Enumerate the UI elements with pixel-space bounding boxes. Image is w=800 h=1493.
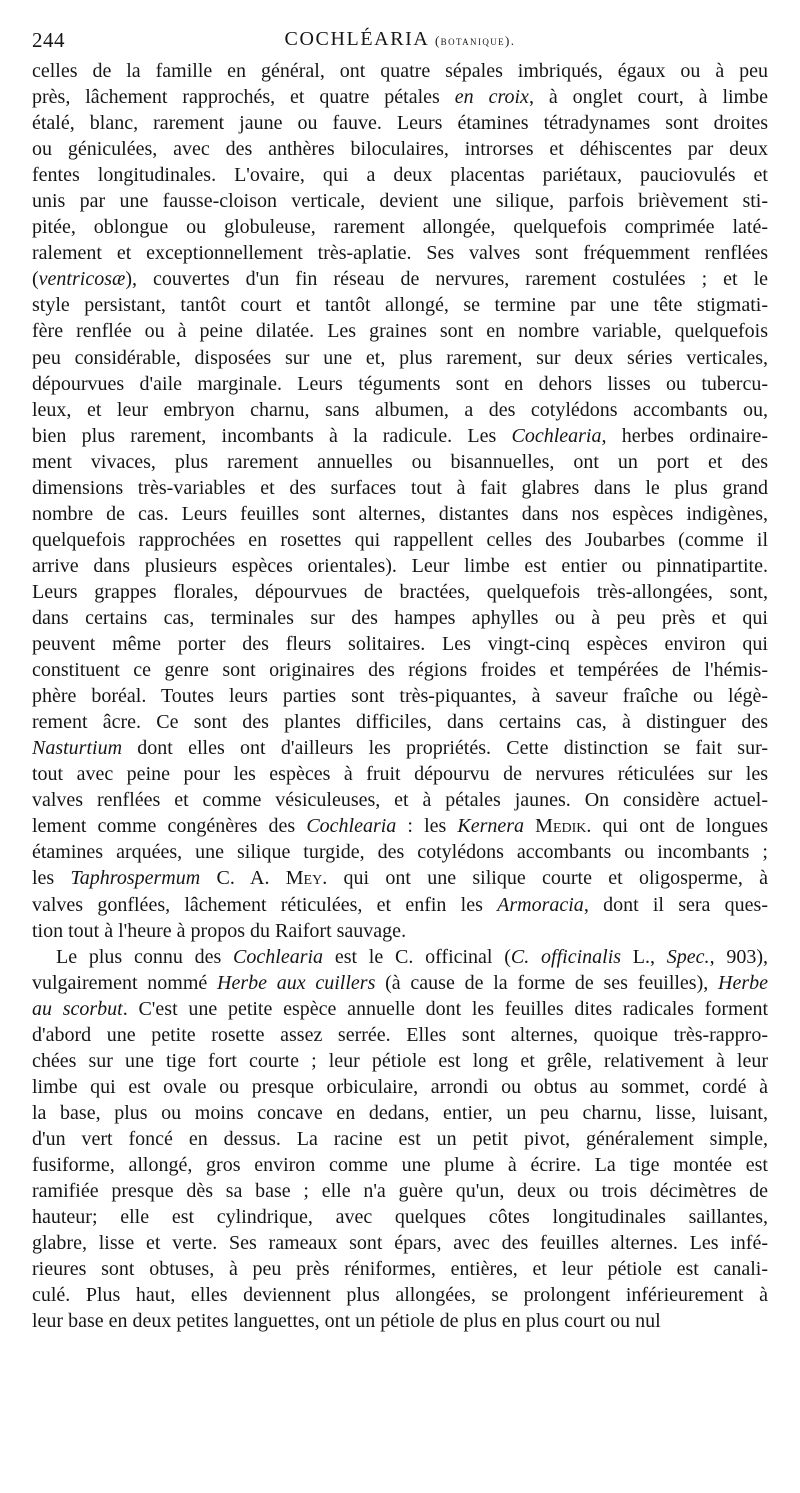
text-segment: chées sur une tige fort courte ; leur pétiole est long et grêle, relativement à leur <box>32 1049 768 1072</box>
text-line <box>32 631 768 657</box>
body-text <box>32 58 768 1334</box>
text-segment: ment vivaces, plus rarement annuelles ou bisannuelles, ont un port et des <box>32 450 768 473</box>
text-line <box>32 371 768 397</box>
smallcaps-text: Medik. <box>535 815 592 838</box>
text-line <box>32 735 768 761</box>
italic-text: ventricosæ <box>38 268 126 291</box>
text-segment: , herbes ordinaire- <box>601 424 769 447</box>
text-segment: unis par une fausse-cloison verticale, devient une silique, parfois brièvement sti- <box>32 190 768 213</box>
text-segment: qui ont de longues <box>591 815 768 838</box>
text-segment: culé. Plus haut, elles deviennent plus allongées, se prolongent inférieurement à <box>32 1284 768 1307</box>
text-line <box>32 1074 768 1100</box>
text-line <box>32 240 768 266</box>
text-line <box>32 449 768 475</box>
text-segment: dépourvues d'aile marginale. Leurs téguments sont en dehors lisses ou tubercu- <box>32 372 768 395</box>
italic-text: Kernera <box>457 815 525 838</box>
text-segment <box>524 815 535 837</box>
text-line <box>32 397 768 423</box>
text-line <box>32 58 768 84</box>
text-segment: , 903), <box>709 945 768 968</box>
text-segment: ramifiée presque dès sa base ; elle n'a guère qu'un, deux ou trois décimètres de <box>32 1180 768 1203</box>
text-segment: peu considérable, disposées sur une et, plus rarement, sur deux séries verticales, <box>32 346 768 369</box>
text-line <box>32 1230 768 1256</box>
italic-text: Cochlearia <box>511 424 602 447</box>
text-line <box>32 214 768 240</box>
italic-text: Herbe aux cuillers <box>217 971 376 994</box>
italic-text: en croix <box>454 86 529 109</box>
text-segment: qui ont une silique courte et oligosperme, à <box>327 867 769 890</box>
text-segment: fère renflée ou à peine dilatée. Les graines sont en nombre variable, quelquefois <box>32 320 768 343</box>
text-line <box>32 501 768 527</box>
text-line <box>32 1178 768 1204</box>
text-segment: d'abord une petite rosette assez serrée. Elles sont alternes, quoique très-rappro- <box>32 1023 768 1046</box>
italic-text: au scorbut <box>32 997 123 1020</box>
text-line <box>32 84 768 110</box>
text-segment: : les <box>396 815 458 838</box>
text-line <box>32 657 768 683</box>
italic-text: C. officinalis <box>510 945 622 968</box>
text-line <box>32 1022 768 1048</box>
text-line <box>32 1152 768 1178</box>
smallcaps-text: Mey. <box>285 867 328 890</box>
text-line <box>32 1126 768 1152</box>
text-segment: . C'est une petite espèce annuelle dont les feuilles dites radicales forment <box>122 997 768 1020</box>
text-segment: vulgairement nommé <box>32 971 218 994</box>
text-segment: tion tout à l'heure à propos du Raifort sauvage. <box>32 919 407 942</box>
text-segment: près, lâchement rapprochés, et quatre pétales <box>32 86 455 109</box>
text-line <box>32 761 768 787</box>
text-line <box>32 292 768 318</box>
text-segment: ou géniculées, avec des anthères biloculaires, introrses et déhiscentes par deux <box>32 138 768 161</box>
text-segment: peuvent même porter des fleurs solitaires. Les vingt-cinq espèces environ qui <box>32 633 768 656</box>
text-line <box>32 813 768 839</box>
text-line <box>32 1100 768 1126</box>
text-segment: ), couvertes d'un fin réseau de nervures, rarement costulées ; et le <box>125 268 768 291</box>
text-segment: dont elles ont d'ailleurs les propriétés. Cette distinction se fait sur- <box>122 737 768 760</box>
text-segment: fentes longitudinales. L'ovaire, qui a deux placentas pariétaux, pauciovulés et <box>32 164 768 187</box>
text-segment: celles de la famille en général, ont quatre sépales imbriqués, égaux ou à peu <box>32 60 768 82</box>
text-segment: valves renflées et comme vésiculeuses, et à pétales jaunes. On considère actuel- <box>32 789 768 812</box>
page-number: 244 <box>32 28 65 52</box>
text-segment: lement comme congénères des <box>32 815 307 838</box>
text-segment: quelquefois rapprochées en rosettes qui rappellent celles des Joubarbes (comme il <box>32 528 768 551</box>
italic-text: Cochlearia <box>306 815 397 838</box>
text-line <box>32 579 768 605</box>
text-segment: est le C. officinal ( <box>323 945 511 968</box>
text-line <box>32 1256 768 1282</box>
text-segment: rement âcre. Ce sont des plantes difficiles, dans certains cas, à distinguer des <box>32 711 768 734</box>
text-line <box>32 475 768 501</box>
text-line <box>32 1282 768 1308</box>
text-segment: style persistant, tantôt court et tantôt allongé, se termine par une tête stigmati- <box>32 294 768 317</box>
text-segment: étalé, blanc, rarement jaune ou fauve. Leurs étamines tétradynames sont droites <box>32 112 768 135</box>
text-line <box>32 136 768 162</box>
text-line <box>32 553 768 579</box>
text-line <box>32 1204 768 1230</box>
text-segment: (à cause de la forme de ses feuilles), <box>375 971 718 994</box>
running-head <box>32 28 768 51</box>
text-segment: Le plus connu des <box>56 945 234 968</box>
text-segment: , à onglet court, à limbe <box>528 86 768 109</box>
text-line <box>32 423 768 449</box>
text-line <box>32 996 768 1022</box>
text-segment: C. A. <box>200 867 286 890</box>
text-line <box>32 944 768 970</box>
text-line <box>32 918 768 944</box>
text-line <box>32 787 768 813</box>
text-segment: constituent ce genre sont originaires des régions froides et tempérées de l'hémis- <box>32 659 768 682</box>
text-line <box>32 266 768 292</box>
italic-text: Herbe <box>718 971 768 994</box>
text-line <box>32 970 768 996</box>
text-segment: dimensions très-variables et des surfaces tout à fait glabres dans le plus grand <box>32 476 768 499</box>
italic-text: Taphrospermum <box>70 867 201 890</box>
text-line <box>32 110 768 136</box>
text-line <box>32 162 768 188</box>
text-line <box>32 345 768 371</box>
text-line <box>32 188 768 214</box>
text-segment: pitée, oblongue ou globuleuse, rarement allongée, quelquefois comprimée laté- <box>32 216 768 239</box>
text-segment: nombre de cas. Leurs feuilles sont alternes, distantes dans nos espèces indigènes, <box>32 502 768 525</box>
italic-text: Cochlearia <box>233 945 324 968</box>
text-segment: , dont il sera ques- <box>583 893 768 916</box>
text-line <box>32 839 768 865</box>
text-line <box>32 709 768 735</box>
text-segment: hauteur; elle est cylindrique, avec quelques côtes longitudinales saillantes, <box>32 1206 768 1229</box>
text-segment: L., <box>621 945 667 968</box>
italic-text: Spec. <box>666 945 710 968</box>
text-segment: ralement et exceptionnellement très-aplatie. Ses valves sont fréquemment renflées <box>32 242 768 265</box>
page-header <box>32 28 768 58</box>
italic-text: Armoracia <box>497 893 584 916</box>
text-segment: bien plus rarement, incombants à la radicule. Les <box>32 424 512 447</box>
text-segment: rieures sont obtuses, à peu près réniformes, entières, et leur pétiole est canali- <box>32 1258 768 1281</box>
text-line <box>32 1048 768 1074</box>
text-line <box>32 527 768 553</box>
text-segment: leur base en deux petites languettes, ont un pétiole de plus en plus court ou nul <box>32 1310 661 1333</box>
running-head-title: COCHLÉARIA <box>284 28 429 50</box>
text-segment: les <box>32 867 71 890</box>
italic-text: Nasturtium <box>32 737 123 760</box>
text-segment: tout avec peine pour les espèces à fruit dépourvu de nervures réticulées sur les <box>32 763 768 786</box>
text-line <box>32 318 768 344</box>
text-line <box>32 683 768 709</box>
text-segment: valves gonflées, lâchement réticulées, et enfin les <box>32 893 498 916</box>
text-segment: Leurs grappes florales, dépourvues de bractées, quelquefois très-allongées, sont, <box>32 580 768 603</box>
text-line <box>32 865 768 891</box>
text-segment: étamines arquées, une silique turgide, des cotylédons accombants ou incombants ; <box>32 841 768 864</box>
text-segment: limbe qui est ovale ou presque orbiculaire, arrondi ou obtus au sommet, cordé à <box>32 1075 768 1098</box>
text-segment: dans certains cas, terminales sur des hampes aphylles ou à peu près et qui <box>32 606 768 629</box>
text-line <box>32 605 768 631</box>
text-segment: ( <box>32 268 39 291</box>
text-segment: d'un vert foncé en dessus. La racine est un petit pivot, généralement simple, <box>32 1127 768 1150</box>
text-line <box>32 892 768 918</box>
text-segment: glabre, lisse et verte. Ses rameaux sont épars, avec des feuilles alternes. Les infé- <box>32 1232 768 1255</box>
text-segment: la base, plus ou moins concave en dedans, entier, un peu charnu, lisse, luisant, <box>32 1101 768 1124</box>
running-head-subtitle: (botanique). <box>434 33 516 48</box>
text-line <box>32 1308 768 1334</box>
text-segment: phère boréal. Toutes leurs parties sont très-piquantes, à saveur fraîche ou légè- <box>32 685 768 708</box>
text-segment: leux, et leur embryon charnu, sans albumen, a des cotylédons accombants ou, <box>32 398 768 421</box>
text-segment: arrive dans plusieurs espèces orientales). Leur limbe est entier ou pinnatipartite. <box>32 554 768 577</box>
text-segment: fusiforme, allongé, gros environ comme une plume à écrire. La tige montée est <box>32 1153 768 1176</box>
